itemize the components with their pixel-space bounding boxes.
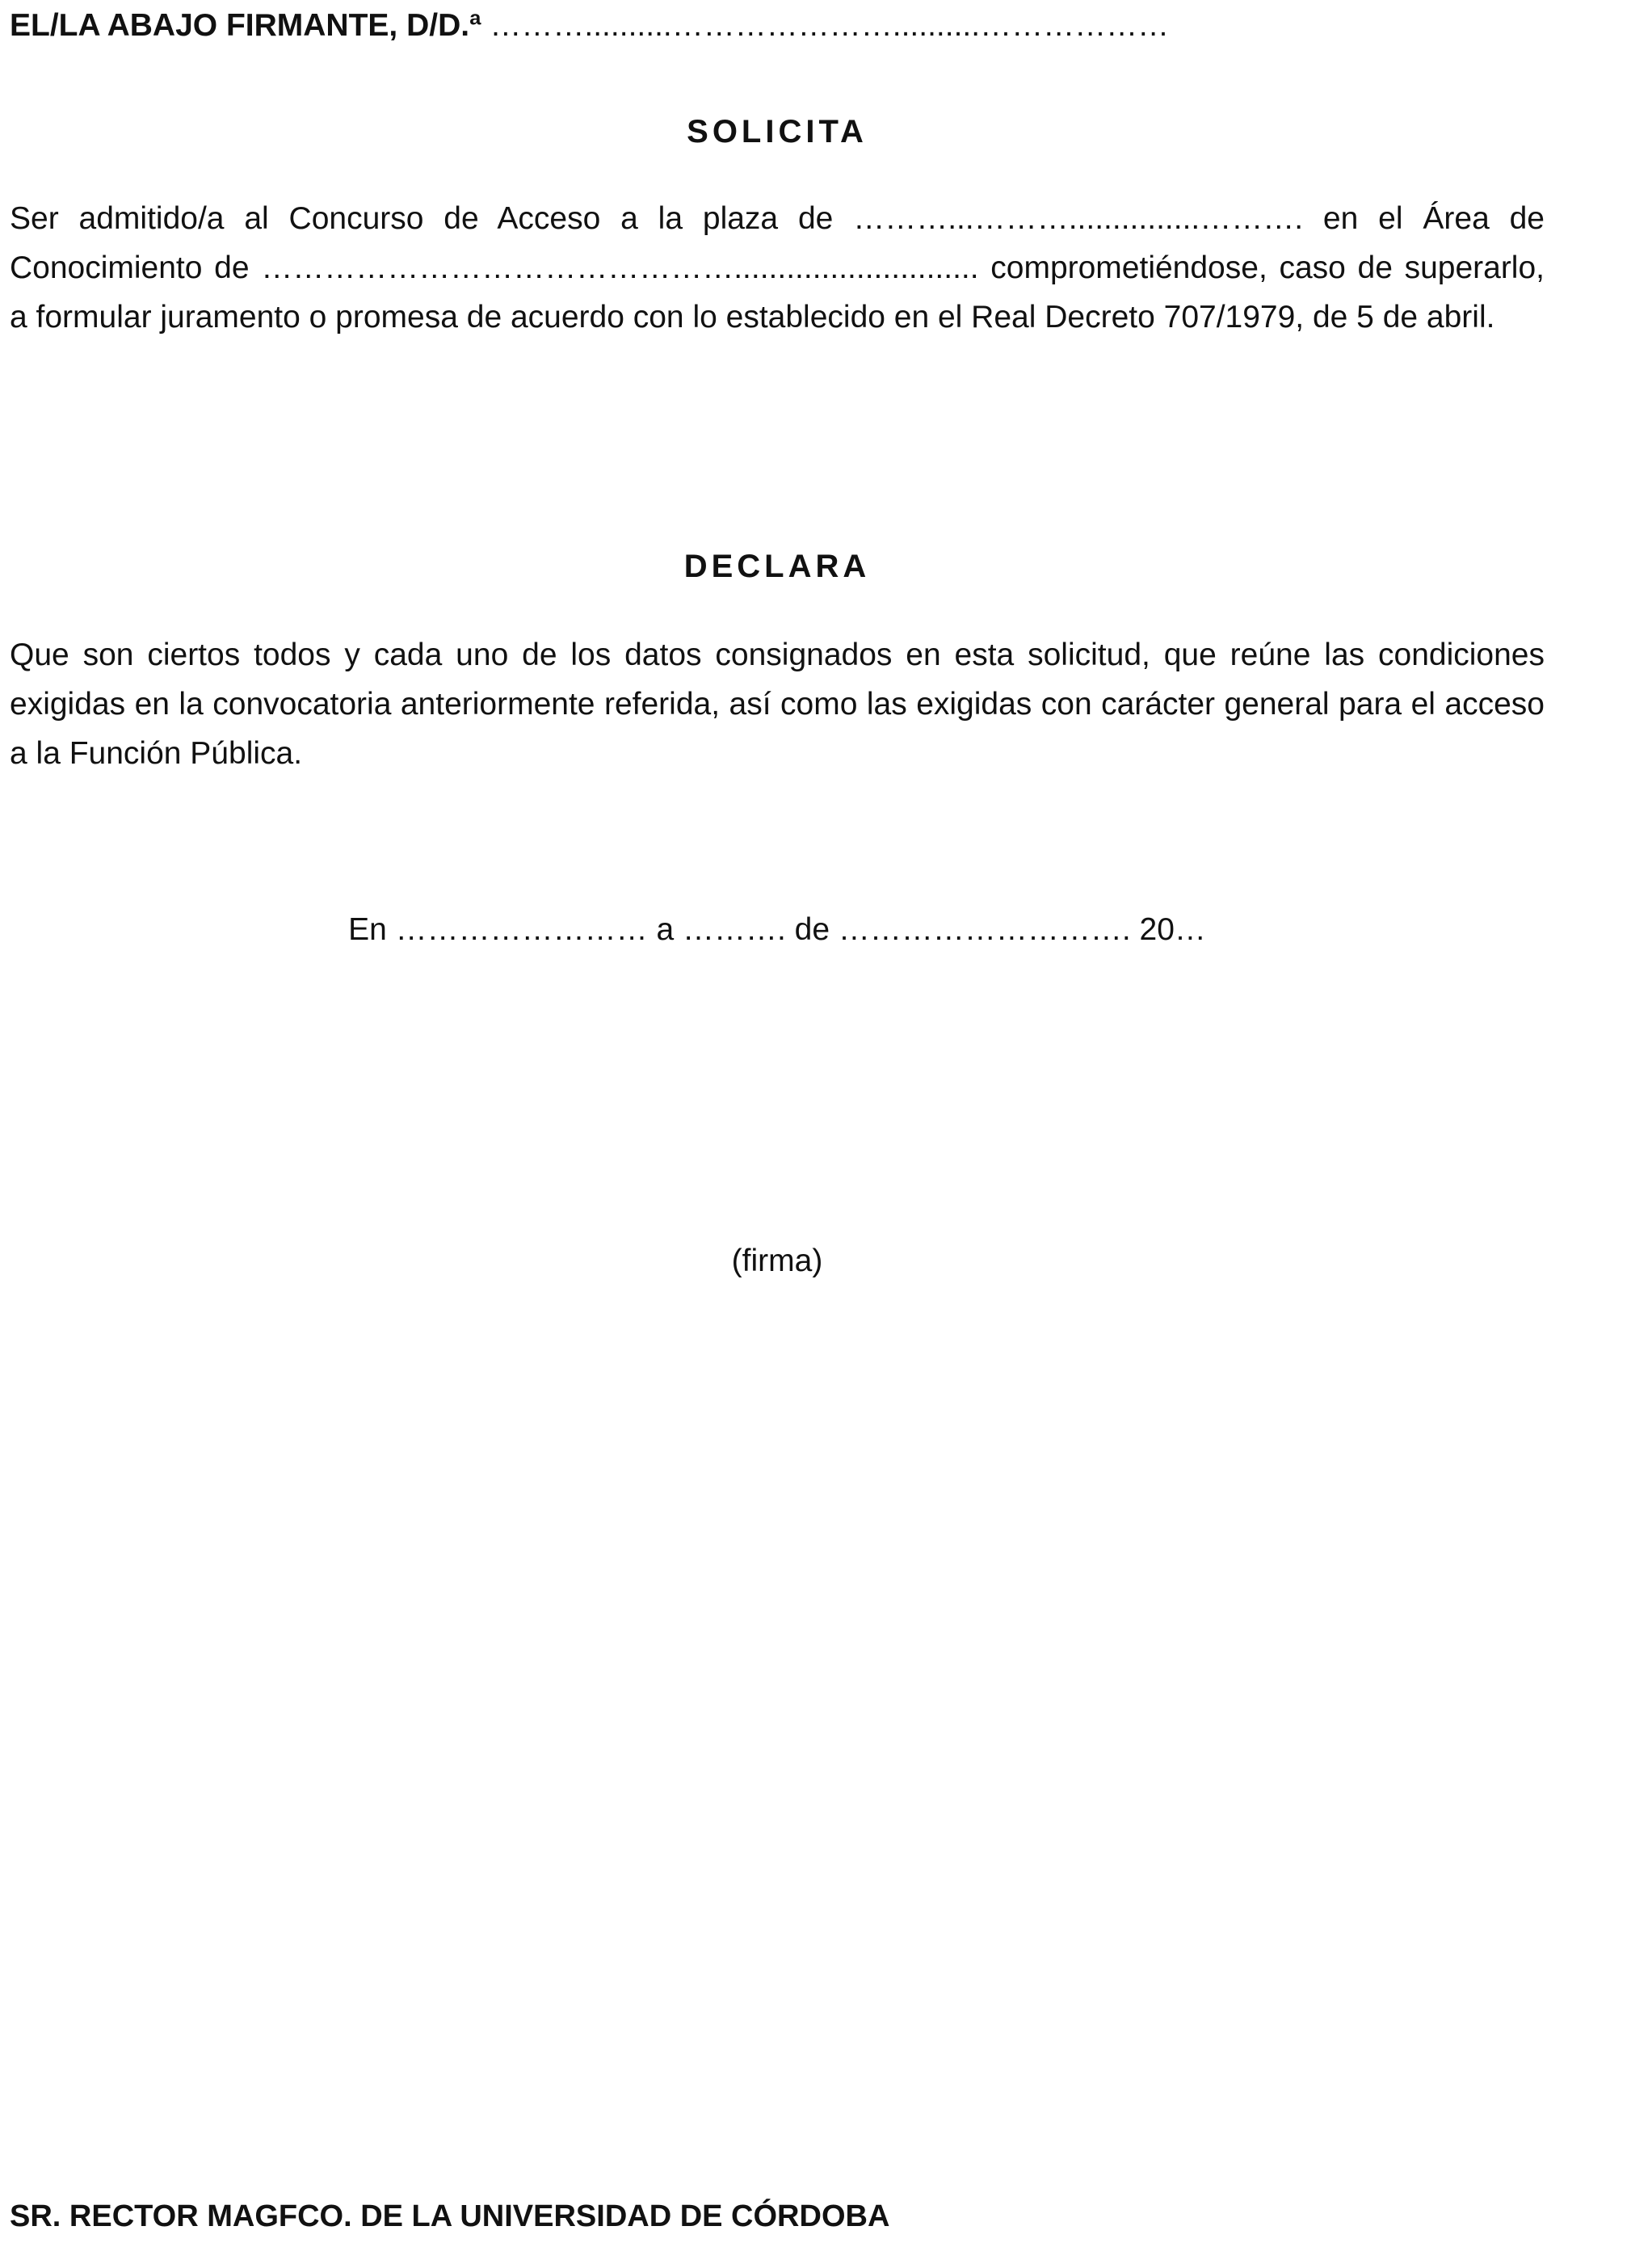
declara-heading: DECLARA	[683, 549, 871, 584]
place-date-line: En …………………… a ………. de ………………………. 20…	[348, 912, 1206, 947]
solicita-heading: SOLICITA	[687, 114, 868, 149]
applicant-label: EL/LA ABAJO FIRMANTE, D/D.ª	[10, 8, 481, 43]
declara-paragraph: Que son ciertos todos y cada uno de los datos consignados en esta solicitud, que reúne las condiciones exigidas en la convocatoria anteriormente referida, así como las exigidas con carácter general para el acceso a la Función Pública.	[10, 638, 1545, 771]
addressee-line: SR. RECTOR MAGFCO. DE LA UNIVERSIDAD DE CÓRDOBA	[10, 2199, 890, 2233]
applicant-name-blank: ………..........…………………..........………………	[490, 8, 1170, 43]
solicita-paragraph: Ser admitido/a al Concurso de Acceso a la plaza de ………...………...............………. en el Área de Conocimiento de ………………………………………............................ comprometiéndose, caso de superarlo, a formular juramento o promesa de acuerdo con lo establecido en el Real Decreto 707/1979, de 5 de abril.	[10, 201, 1545, 335]
signature-label: (firma)	[731, 1244, 823, 1278]
applicant-line	[10, 5, 1545, 47]
